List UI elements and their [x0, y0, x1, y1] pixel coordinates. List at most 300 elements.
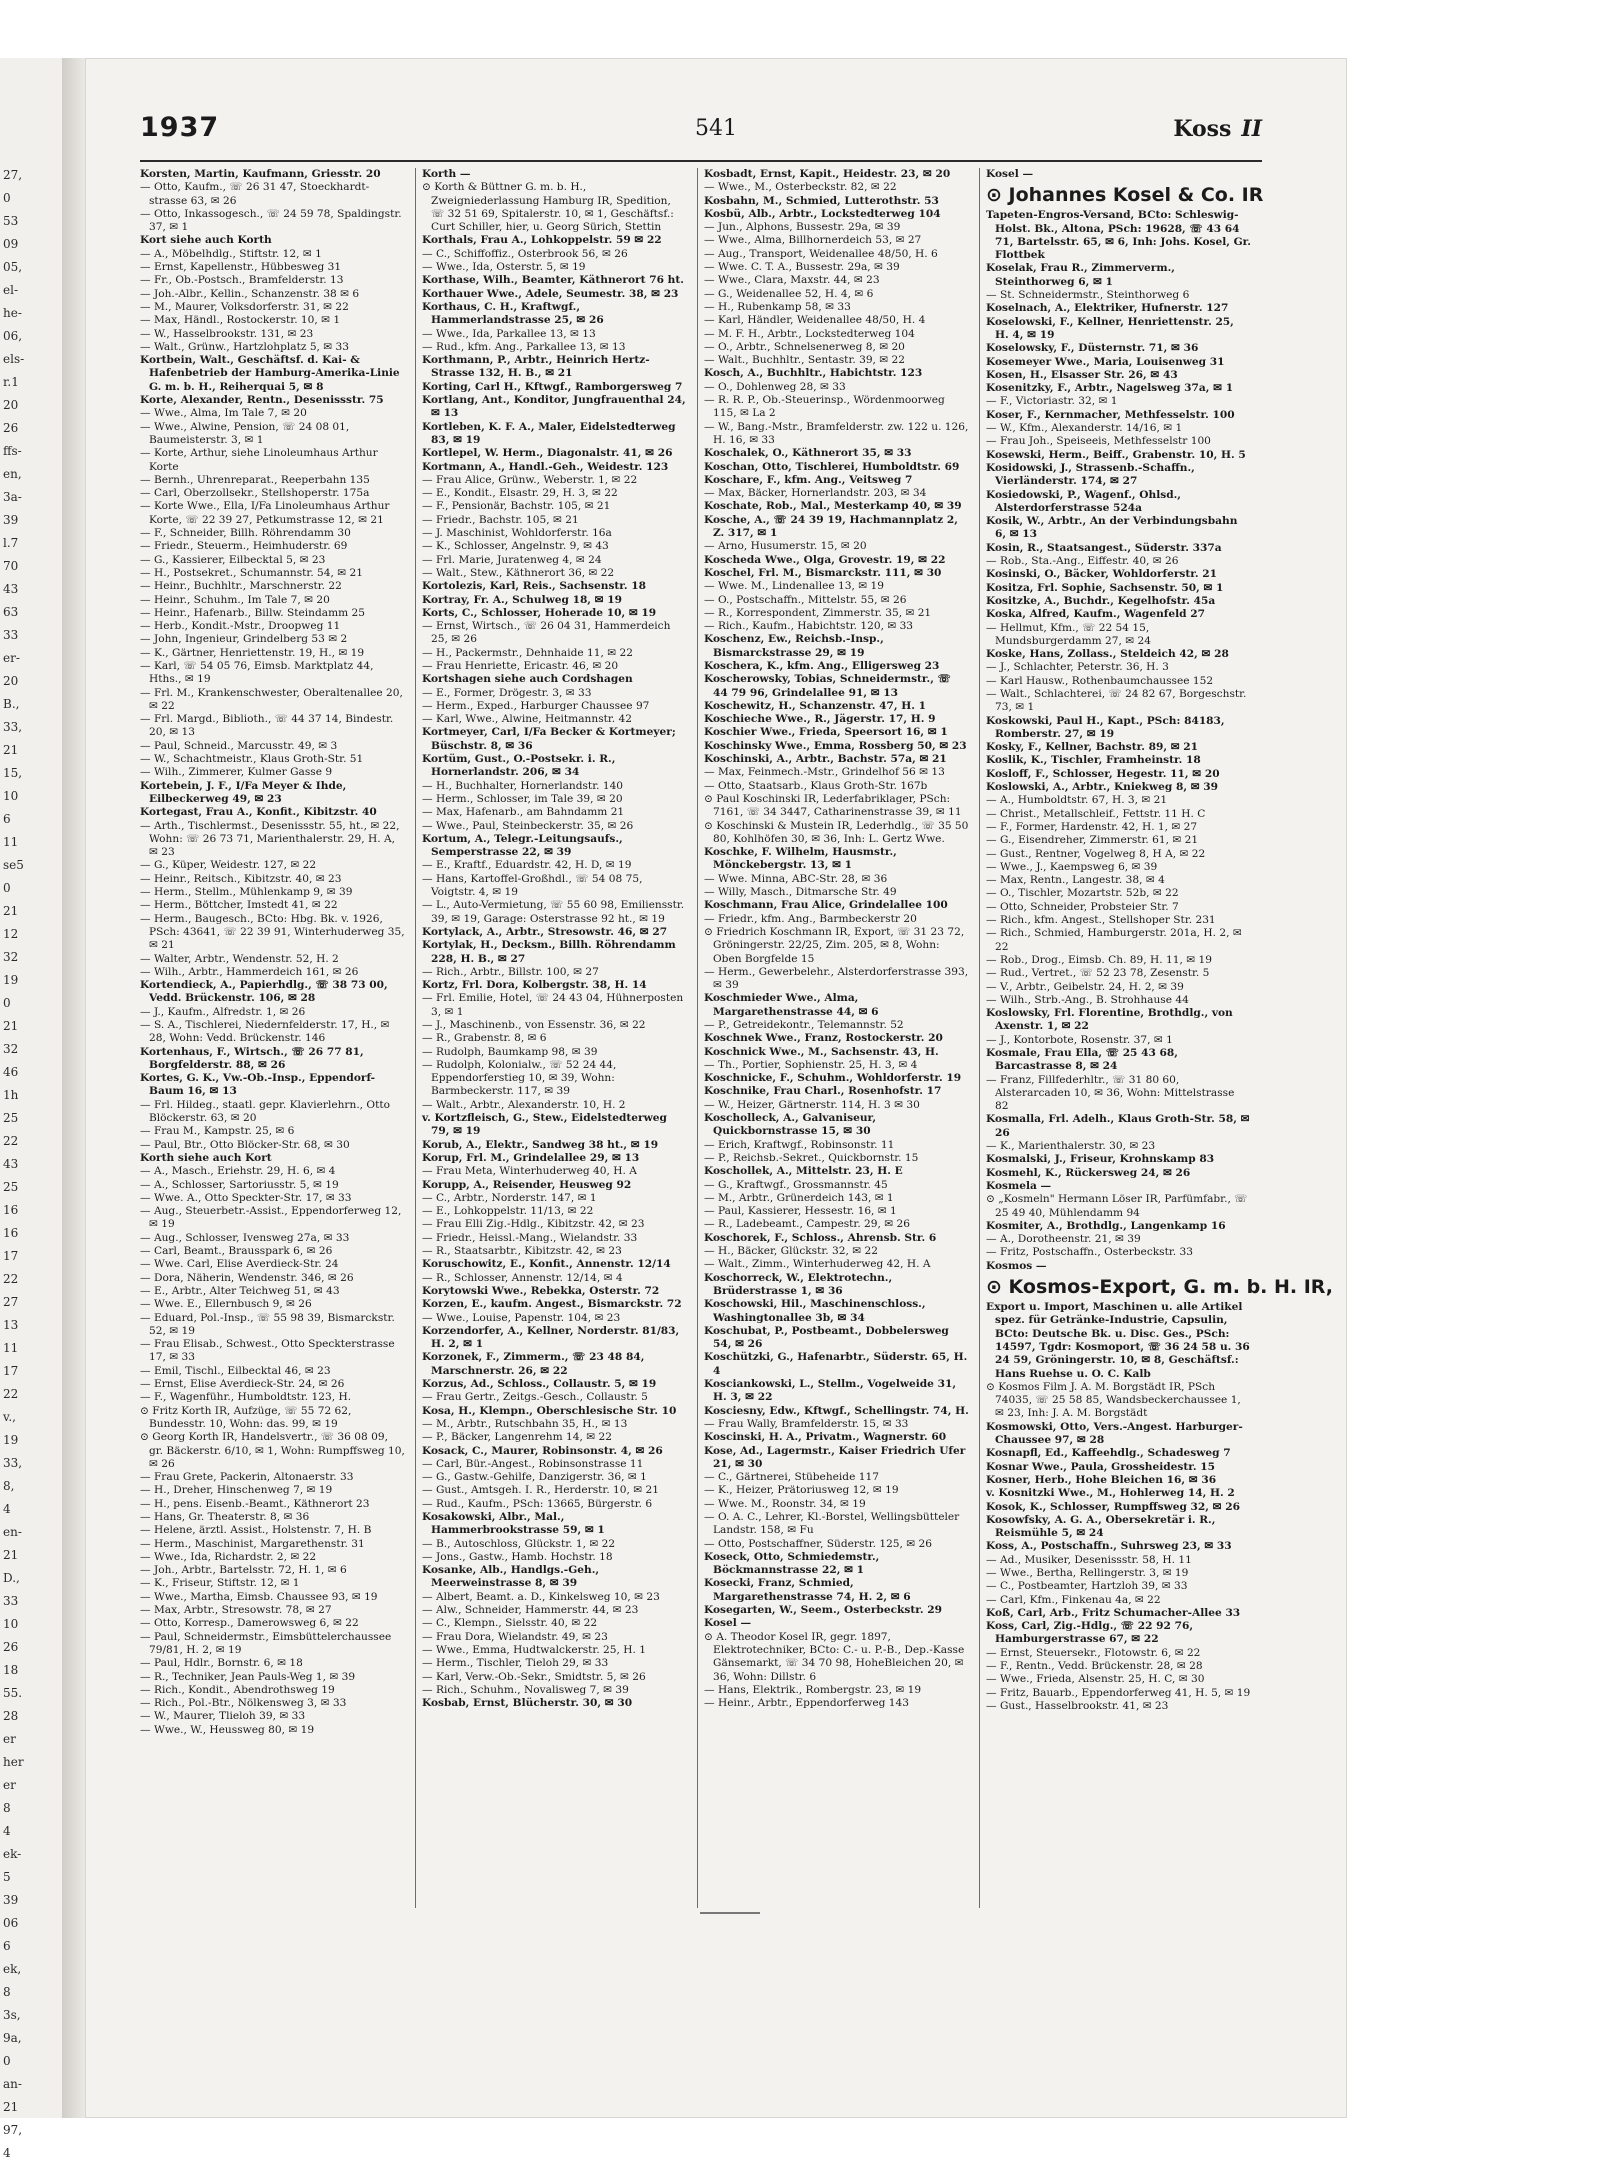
adjacent-page-fragment: 21: [3, 1548, 19, 1562]
adjacent-page-fragment: 97,: [3, 2123, 23, 2137]
directory-entry: Kosmowski, Otto, Vers.-Angest. Harburger-Chaussee 97, ✉ 28: [986, 1420, 1243, 1447]
directory-entry: Koske, Hans, Zollass., Steldeich 42, ✉ 28: [986, 648, 1229, 661]
directory-entry: — Walt., Grünw., Hartzlohplatz 5, ✉ 33: [140, 340, 350, 353]
adjacent-page-fragment: 17: [3, 1249, 19, 1263]
adjacent-page-fragment: ffs-: [3, 444, 22, 458]
directory-entry: — Paul, Btr., Otto Blöcker-Str. 68, ✉ 30: [140, 1138, 350, 1151]
directory-entry: Kosloff, F., Schlosser, Hegestr. 11, ✉ 20: [986, 767, 1220, 780]
directory-entry: — Helene, ärztl. Assist., Holstenstr. 7, H. B: [140, 1524, 372, 1537]
directory-entry: — Arno, Husumerstr. 15, ✉ 20: [704, 540, 867, 553]
adjacent-page-fragment: 19: [3, 1433, 19, 1447]
directory-entry: Kortbein, Walt., Geschäftsf. d. Kai- & Hafenbetrieb der Hamburg-Amerika-Linie G. m. b. H., Reiherquai 5, ✉ 8: [140, 354, 400, 393]
directory-entry: — Rud., kfm. Ang., Parkallee 13, ✉ 13: [422, 340, 626, 353]
directory-entry: — Rudolph, Baumkamp 98, ✉ 39: [422, 1045, 598, 1058]
adjacent-page-fragment: 6: [3, 812, 11, 826]
directory-entry: — W., Schachtmeistr., Klaus Groth-Str. 51: [140, 753, 364, 766]
directory-entry: — Alw., Schneider, Hammerstr. 44, ✉ 23: [422, 1604, 639, 1617]
directory-entry: — F., Pensionär, Bachstr. 105, ✉ 21: [422, 500, 611, 513]
directory-entry: ⊙ Paul Koschinski IR, Lederfabriklager, PSch: 7161, ☏ 34 3447, Catharinenstrasse 39, ✉ 11: [704, 792, 962, 819]
adjacent-page-fragment: 33: [3, 628, 19, 642]
adjacent-page-fragment: 4: [3, 1502, 11, 1516]
adjacent-page-fragment: 46: [3, 1065, 19, 1079]
directory-entry: — W., Hasselbrookstr. 131, ✉ 23: [140, 327, 314, 340]
directory-entry: — A., Schlosser, Sartoriusstr. 5, ✉ 19: [140, 1178, 339, 1191]
directory-entry: — Heinr., Schuhm., Im Tale 7, ✉ 20: [140, 593, 330, 606]
directory-entry: — Paul, Hdlr., Bornstr. 6, ✉ 18: [140, 1657, 303, 1670]
directory-entry: — Wwe. M., Lindenallee 13, ✉ 19: [704, 580, 884, 593]
directory-entry: — G., Weidenallee 52, H. 4, ✉ 6: [704, 287, 874, 300]
directory-entry: Koselak, Frau R., Zimmerverm., Steinthorweg 6, ✉ 1: [986, 262, 1175, 288]
directory-entry: — Heinr., Buchhltr., Marschnerstr. 22: [140, 580, 342, 593]
directory-entry: Kortum, A., Telegr.-Leitungsaufs., Semperstrasse 22, ✉ 39: [422, 832, 623, 859]
directory-entry: — Otto, Inkassogesch., ☏ 24 59 78, Spaldingstr. 37, ✉ 1: [140, 207, 402, 234]
directory-entry: — Frau Elli Zig.-Hdlg., Kibitzstr. 42, ✉ 23: [422, 1218, 645, 1231]
directory-entry: — P., Getreidekontr., Telemannstr. 52: [704, 1019, 904, 1031]
directory-entry: Kosmalski, J., Friseur, Krohnskamp 83: [986, 1153, 1215, 1166]
directory-entry: — Franz, Fillfederhltr., ☏ 31 80 60, Alsterarcaden 10, ✉ 36, Wohn: Mittelstrasse 82: [986, 1073, 1235, 1113]
directory-entry: — Aug., Transport, Weidenallee 48/50, H. 6: [704, 247, 938, 260]
directory-entry: Korting, Carl H., Kftwgf., Ramborgersweg 7: [422, 380, 683, 393]
adjacent-page-fragment: er-: [3, 651, 20, 665]
adjacent-page-fragment: 21: [3, 1019, 19, 1033]
directory-entry: Korth —: [422, 168, 471, 180]
directory-entry: — Wwe. Minna, ABC-Str. 28, ✉ 36: [704, 872, 888, 885]
directory-entry: Koschan, Otto, Tischlerei, Humboldtstr. 69: [704, 460, 960, 473]
directory-entry: Kosky, F., Kellner, Bachstr. 89, ✉ 21: [986, 741, 1199, 754]
directory-entry: — Wwe., Ida, Osterstr. 5, ✉ 19: [422, 261, 586, 274]
directory-entry: — Ernst, Steuersekr., Flotowstr. 6, ✉ 22: [986, 1646, 1201, 1659]
directory-entry: Korzen, E., kaufm. Angest., Bismarckstr. 72: [422, 1298, 682, 1311]
directory-entry: — Wwe., Paul, Steinbeckerstr. 35, ✉ 26: [422, 819, 634, 832]
directory-entry: — O., Arbtr., Schnelsenerweg 8, ✉ 20: [704, 340, 905, 353]
directory-entry: — Wwe., W., Heussweg 80, ✉ 19: [140, 1723, 315, 1736]
directory-entry: — Rich., Schuhm., Novalisweg 7, ✉ 39: [422, 1683, 629, 1696]
directory-entry: Koschalek, O., Käthnerort 35, ✉ 33: [704, 447, 912, 460]
book-gutter: [62, 58, 85, 2118]
directory-entry: Kosmalla, Frl. Adelh., Klaus Groth-Str. 58, ✉ 26: [986, 1113, 1250, 1139]
directory-entry: — Rich., Kaufm., Habichtstr. 120, ✉ 33: [704, 620, 914, 633]
adjacent-page-fragment: 25: [3, 1111, 19, 1125]
directory-entry: — Friedr., Steuerm., Heimhuderstr. 69: [140, 540, 348, 553]
directory-entry: — Bernh., Uhrenreparat., Reeperbahn 135: [140, 473, 370, 486]
adjacent-page-fragment: en-: [3, 1525, 22, 1539]
directory-entry: Kosbahn, M., Schmied, Lutterothstr. 53: [704, 194, 939, 207]
directory-entry: Koselnach, A., Elektriker, Hufnerstr. 127: [986, 302, 1229, 315]
directory-entry: — Fritz, Postschaffn., Osterbeckstr. 33: [986, 1246, 1193, 1259]
directory-entry: — Rich., kfm. Angest., Stellshoper Str. 231: [986, 914, 1216, 927]
adjacent-page-fragment: 12: [3, 927, 19, 941]
page-number: 541: [695, 116, 737, 141]
directory-entry: — Joh.-Albr., Kellin., Schanzenstr. 38 ✉ 6: [140, 287, 360, 300]
directory-entry: — E., Former, Drögestr. 3, ✉ 33: [422, 686, 592, 699]
adjacent-page-fragment: v.,: [3, 1410, 16, 1424]
directory-entry: — B., Autoschloss, Glückstr. 1, ✉ 22: [422, 1537, 616, 1550]
directory-entry: Kosik, W., Arbtr., An der Verbindungsbahn 6, ✉ 13: [986, 515, 1238, 541]
directory-entry: Kosel —: [704, 1617, 752, 1630]
directory-entry: Kosa, H., Klempn., Oberschlesische Str. 10: [422, 1404, 677, 1417]
directory-entry: — Wwe., Frieda, Alsenstr. 25, H. C, ✉ 30: [986, 1673, 1205, 1686]
adjacent-page-fragment: 70: [3, 559, 19, 573]
directory-entry: Koslowsky, Frl. Florentine, Brothdlg., von Axenstr. 1, ✉ 22: [986, 1007, 1233, 1033]
directory-entry: — Karl, Wwe., Alwine, Heitmannstr. 42: [422, 713, 632, 726]
directory-entry: Koschieche Wwe., R., Jägerstr. 17, H. 9: [704, 713, 936, 726]
directory-entry: — H., Postsekret., Schumannstr. 54, ✉ 21: [140, 566, 364, 579]
directory-entry: — Karl Hausw., Rothenbaumchaussee 152: [986, 674, 1214, 687]
directory-entry: Kortshagen siehe auch Cordshagen: [422, 673, 633, 686]
directory-entry: — F., Schneider, Billh. Röhrendamm 30: [140, 527, 351, 540]
directory-entry: — Korte, Arthur, siehe Linoleumhaus Arthur Korte: [140, 447, 378, 473]
adjacent-page-fragment: r.1: [3, 375, 19, 389]
directory-entry: — Wwe. E., Ellernbusch 9, ✉ 26: [140, 1298, 312, 1311]
column-1: [140, 168, 405, 1908]
running-head-name: Koss: [1173, 116, 1232, 142]
directory-entry: — Carl, Oberzollsekr., Stellshoperstr. 175a: [140, 487, 370, 500]
directory-entry: — Th., Portier, Sophienstr. 25, H. 3, ✉ 4: [704, 1058, 918, 1071]
adjacent-page-fragment: 43: [3, 582, 19, 596]
directory-entry: — Joh., Arbtr., Bartelsstr. 72, H. 1, ✉ 6: [140, 1564, 347, 1577]
directory-entry: — Heinr., Hafenarb., Billw. Steindamm 25: [140, 606, 366, 619]
directory-entry: — Ernst, Kapellenstr., Hübbesweg 31: [140, 261, 342, 274]
directory-entry: Kortebein, J. F., I/Fa Meyer & Ihde, Eilbeckerweg 49, ✉ 23: [140, 779, 347, 805]
directory-entry: — R., Korrespondent, Zimmerstr. 35, ✉ 21: [704, 606, 932, 619]
directory-entry: — J., Schlachter, Peterstr. 36, H. 3: [986, 661, 1169, 674]
directory-entry: — Rud., Vertret., ☏ 52 23 78, Zesenstr. 5: [986, 967, 1210, 980]
directory-entry: — F., Wagenführ., Humboldtstr. 123, H.: [140, 1391, 352, 1404]
adjacent-page-fragment: 22: [3, 1387, 19, 1401]
directory-entry: Kosnar Wwe., Paula, Grossheidestr. 15: [986, 1460, 1215, 1473]
directory-entry: — Dora, Näherin, Wendenstr. 346, ✉ 26: [140, 1271, 354, 1284]
directory-entry: — Rich., Pol.-Btr., Nölkensweg 3, ✉ 33: [140, 1697, 347, 1710]
directory-entry: — L., Auto-Vermietung, ☏ 55 60 98, Emiliensstr. 39, ✉ 19, Garage: Osterstrasse 92 ht., ✉ 19: [422, 899, 685, 925]
directory-entry: Kortylack, A., Arbtr., Stresowstr. 46, ✉ 27: [422, 925, 668, 938]
directory-entry: Koschorreck, W., Elektrotechn., Brüderstrasse 1, ✉ 36: [704, 1271, 893, 1297]
directory-entry: Kosmehl, K., Rückersweg 24, ✉ 26: [986, 1166, 1191, 1179]
adjacent-page-fragment: 55.: [3, 1686, 23, 1700]
directory-entry: — C., Schiffoffiz., Osterbrook 56, ✉ 26: [422, 247, 628, 260]
page-header: [140, 112, 1262, 152]
adjacent-page-fragment: 3s,: [3, 2008, 21, 2022]
directory-entry: Koschnick Wwe., M., Sachsenstr. 43, H.: [704, 1045, 939, 1058]
directory-entry: Koschinski, A., Arbtr., Bachstr. 57a, ✉ 21: [704, 753, 947, 766]
directory-entry: — Willy, Masch., Ditmarsche Str. 49: [704, 886, 897, 899]
directory-entry: — Otto, Postschaffner, Süderstr. 125, ✉ 26: [704, 1537, 933, 1550]
directory-entry: — Rob., Sta.-Ang., Eiffestr. 40, ✉ 26: [986, 555, 1179, 568]
directory-entry: — W., Kfm., Alexanderstr. 14/16, ✉ 1: [986, 422, 1183, 435]
adjacent-page-fragment: 06,: [3, 329, 23, 343]
directory-entry: — Walt., Buchhltr., Sentastr. 39, ✉ 22: [704, 354, 906, 367]
directory-entry: ⊙ „Kosmeln" Hermann Löser IR, Parfümfabr., ☏ 25 49 40, Mühlendamm 94: [986, 1193, 1248, 1219]
directory-entry: — M., Maurer, Volksdorferstr. 31, ✉ 22: [140, 300, 349, 313]
adjacent-page-fragment: 32: [3, 1042, 19, 1056]
directory-entry: — Walt., Schlachterei, ☏ 24 82 67, Borgeschstr. 73, ✉ 1: [986, 687, 1247, 714]
adjacent-page-fragment: 32: [3, 950, 19, 964]
directory-entry: Korzus, Ad., Schloss., Collaustr. 5, ✉ 19: [422, 1378, 657, 1391]
directory-entry: — J., Maschinenb., von Essenstr. 36, ✉ 22: [422, 1019, 646, 1031]
directory-entry: Koß, Carl, Arb., Fritz Schumacher-Allee 33: [986, 1606, 1241, 1619]
directory-entry: — Aug., Steuerbetr.-Assist., Eppendorferweg 12, ✉ 19: [140, 1205, 402, 1231]
adjacent-page-fragment: 27,: [3, 168, 23, 182]
directory-entry: — Frau Joh., Speiseeis, Methfesselstr 100: [986, 435, 1211, 448]
directory-entry: v. Kosnitzki Wwe., M., Hohlerweg 14, H. 2: [986, 1487, 1235, 1500]
directory-entry: Korthals, Frau A., Lohkoppelstr. 59 ✉ 22: [422, 234, 662, 247]
directory-entry: Korth siehe auch Kort: [140, 1151, 272, 1164]
directory-entry: — Frau M., Kampstr. 25, ✉ 6: [140, 1125, 295, 1138]
directory-entry: — Ernst, Wirtsch., ☏ 26 04 31, Hammerdeich 25, ✉ 26: [422, 620, 671, 646]
adjacent-page-fragment: 9a,: [3, 2031, 22, 2045]
directory-entry: — C., Gärtnerei, Stübeheide 117: [704, 1471, 879, 1484]
directory-entry: — H., Packermstr., Dehnhaide 11, ✉ 22: [422, 646, 633, 659]
directory-entry: — Herm., Maschinist, Margarethenstr. 31: [140, 1537, 365, 1550]
directory-entry: Kosin, R., Staatsangest., Süderstr. 337a: [986, 541, 1222, 554]
directory-entry: — Wwe., Clara, Maxstr. 44, ✉ 23: [704, 274, 880, 287]
directory-entry: — Frau Alice, Grünw., Weberstr. 1, ✉ 22: [422, 473, 638, 486]
adjacent-page-fragment: 20: [3, 674, 19, 688]
directory-entry: Koskowski, Paul H., Kapt., PSch: 84183, Romberstr. 27, ✉ 19: [986, 714, 1225, 740]
column-3: [704, 168, 969, 1908]
directory-entry: Kose, Ad., Lagermstr., Kaiser Friedrich Ufer 21, ✉ 30: [704, 1444, 966, 1470]
adjacent-page-fragment: 3a-: [3, 490, 22, 504]
directory-entry: Koscherowsky, Tobias, Schneidermstr., ☏ 44 79 96, Grindelallee 91, ✉ 13: [704, 673, 951, 699]
directory-entry: — Wwe. Carl, Elise Averdieck-Str. 24: [140, 1258, 339, 1271]
directory-entry: — Herm., Tischler, Tieloh 29, ✉ 33: [422, 1657, 609, 1670]
directory-entry: — Paul, Schneidermstr., Eimsbüttelerchaussee 79/81, H. 2, ✉ 19: [140, 1630, 392, 1656]
directory-entry: — Walt., Zimm., Winterhuderweg 42, H. A: [704, 1258, 931, 1271]
directory-entry: — Frau Dora, Wielandstr. 49, ✉ 23: [422, 1630, 608, 1643]
adjacent-page-fragment: 8,: [3, 1479, 15, 1493]
directory-entry: — M., Arbtr., Grünerdeich 143, ✉ 1: [704, 1191, 894, 1204]
directory-entry: Koschmieder Wwe., Alma, Margarethenstrasse 44, ✉ 6: [704, 992, 879, 1018]
directory-entry: — John, Ingenieur, Grindelberg 53 ✉ 2: [140, 633, 348, 646]
directory-entry: Kosciankowski, L., Stellm., Vogelweide 31, H. 3, ✉ 22: [704, 1378, 957, 1404]
directory-entry: — W., Maurer, Tlieloh 39, ✉ 33: [140, 1710, 306, 1723]
directory-entry: Kosel —: [986, 168, 1034, 180]
directory-entry: — Walter, Arbtr., Wendenstr. 52, H. 2: [140, 952, 339, 965]
directory-entry: Koscheda Wwe., Olga, Grovestr. 19, ✉ 22: [704, 553, 946, 566]
directory-entry: Kortenhaus, F., Wirtsch., ☏ 26 77 81, Borgfelderstr. 88, ✉ 26: [140, 1045, 364, 1071]
adjacent-page-fragment: 17: [3, 1364, 19, 1378]
directory-entry: Korthmann, P., Arbtr., Heinrich Hertz-Strasse 132, H. B., ✉ 21: [422, 354, 650, 380]
directory-entry: — O., Postschaffn., Mittelstr. 55, ✉ 26: [704, 593, 907, 606]
adjacent-page-fragment: B.,: [3, 697, 20, 711]
directory-entry: Kosenitzky, F., Arbtr., Nagelsweg 37a, ✉ 1: [986, 382, 1234, 395]
adjacent-page-fragment: er: [3, 1778, 16, 1792]
directory-entry: — F., Rentn., Vedd. Brückenstr. 28, ✉ 28: [986, 1660, 1203, 1673]
directory-entry: ⊙ A. Theodor Kosel IR, gegr. 1897, Elektrotechniker, BCto: C.- u. P.-B., Dep.-Kasse Gänsemarkt, ☏ 34 70 98, HoheBleichen 20, ✉ 36, Wohn: Dillstr. 6: [704, 1630, 965, 1683]
directory-entry: — G., Kraftwgf., Grossmannstr. 45: [704, 1178, 888, 1191]
directory-entry: — Wwe. M., Roonstr. 34, ✉ 19: [704, 1497, 866, 1510]
directory-entry: — Friedr., Bachstr. 105, ✉ 21: [422, 513, 579, 526]
adjacent-page-fragment: se5: [3, 858, 24, 872]
directory-entry: Kortlepel, W. Herm., Diagonalstr. 41, ✉ 26: [422, 447, 673, 460]
directory-entry: — K., Schlosser, Angelnstr. 9, ✉ 43: [422, 540, 609, 553]
directory-entry: — Walt., Stew., Käthnerort 36, ✉ 22: [422, 566, 615, 579]
directory-entry: — P., Bäcker, Langenrehm 14, ✉ 22: [422, 1431, 612, 1444]
directory-entry: — S. A., Tischlerei, Niedernfelderstr. 17, H., ✉ 28, Wohn: Vedd. Brückenstr. 146: [140, 1019, 390, 1045]
directory-entry: — Wwe., Alwine, Pension, ☏ 24 08 01, Baumeisterstr. 3, ✉ 1: [140, 420, 350, 446]
adjacent-page-fragment: 26: [3, 421, 19, 435]
directory-entry: Korts, C., Schlosser, Hoherade 10, ✉ 19: [422, 606, 657, 619]
directory-entry: — Max, Bäcker, Hornerlandstr. 203, ✉ 34: [704, 487, 927, 500]
header-rule: [140, 160, 1262, 162]
adjacent-page-fragment: 4: [3, 1824, 11, 1838]
directory-entry: Kosbadt, Ernst, Kapit., Heidestr. 23, ✉ 20: [704, 168, 951, 180]
adjacent-page-fragment: 0: [3, 2054, 11, 2068]
directory-entry: — Frau Meta, Winterhuderweg 40, H. A: [422, 1165, 637, 1178]
directory-entry: — Otto, Staatsarb., Klaus Groth-Str. 167b: [704, 779, 928, 792]
directory-entry: Kortes, G. K., Vw.-Ob.-Insp., Eppendorf-Baum 16, ✉ 13: [140, 1072, 376, 1098]
adjacent-page-fragment: 0: [3, 996, 11, 1010]
directory-entry: — Rob., Drog., Eimsb. Ch. 89, H. 11, ✉ 19: [986, 953, 1212, 966]
adjacent-page-fragment: 1h: [3, 1088, 19, 1102]
adjacent-page-fragment: 63: [3, 605, 19, 619]
directory-entry: — Wilh., Strb.-Ang., B. Strohhause 44: [986, 993, 1189, 1006]
directory-entry: Korytowski Wwe., Rebekka, Osterstr. 72: [422, 1284, 660, 1297]
directory-entry: Kosmos —: [986, 1259, 1047, 1272]
directory-entry: — Jun., Alphons, Bussestr. 29a, ✉ 39: [704, 221, 901, 234]
directory-entry: Koruschowitz, E., Konfit., Annenstr. 12/14: [422, 1258, 671, 1271]
directory-entry: — Korte Wwe., Ella, I/Fa Linoleumhaus Arthur Korte, ☏ 22 39 27, Petkumstrasse 12, ✉ 21: [140, 500, 390, 526]
directory-entry: Kosmela —: [986, 1179, 1052, 1192]
adjacent-page-fragment: 11: [3, 1341, 19, 1355]
directory-entry: — Paul, Kassierer, Hessestr. 16, ✉ 1: [704, 1205, 897, 1218]
directory-entry: Kortmeyer, Carl, I/Fa Becker & Kortmeyer; Büschstr. 8, ✉ 36: [422, 726, 676, 752]
adjacent-page-fragment: 11: [3, 835, 19, 849]
directory-entry: Koschke, F. Wilhelm, Hausmstr., Mönckebergstr. 13, ✉ 1: [704, 846, 897, 872]
directory-entry: — E., Kondit., Elsastr. 29, H. 3, ✉ 22: [422, 487, 618, 500]
directory-entry: — Hans, Elektrik., Rombergstr. 23, ✉ 19: [704, 1683, 922, 1696]
directory-entry: Kortegast, Frau A., Konfit., Kibitzstr. 40: [140, 806, 377, 819]
directory-entry: Koschate, Rob., Mal., Mesterkamp 40, ✉ 39: [704, 500, 962, 513]
directory-entry: — R., Techniker, Jean Pauls-Weg 1, ✉ 39: [140, 1670, 356, 1683]
directory-entry: Kortray, Fr. A., Schulweg 18, ✉ 19: [422, 593, 622, 606]
adjacent-page-fragment: 25: [3, 1180, 19, 1194]
column-4: [986, 168, 1334, 1908]
directory-entry: Korthase, Wilh., Beamter, Käthnerort 76 ht.: [422, 274, 684, 287]
directory-entry: — O. A. C., Lehrer, Kl.-Borstel, Wellingsbütteler Landstr. 158, ✉ Fu: [704, 1510, 960, 1537]
directory-entry: Koschera, K., kfm. Ang., Elligersweg 23: [704, 659, 940, 672]
directory-entry: — Hellmut, Kfm., ☏ 22 54 15, Mundsburgerdamm 27, ✉ 24: [986, 621, 1151, 647]
end-rule: [700, 1912, 760, 1914]
directory-entry: Koscinski, H. A., Privatm., Wagnerstr. 60: [704, 1431, 947, 1444]
directory-entry: — Wwe., Ida, Richardstr. 2, ✉ 22: [140, 1550, 317, 1563]
directory-entry: — Eduard, Pol.-Insp., ☏ 55 98 39, Bismarckstr. 52, ✉ 19: [140, 1311, 395, 1337]
directory-entry: — H., pens. Eisenb.-Beamt., Käthnerort 23: [140, 1497, 370, 1510]
directory-entry: Kosiedowski, P., Wagenf., Ohlsd., Alsterdorferstrasse 524a: [986, 488, 1181, 514]
adjacent-page-fragment: l.7: [3, 536, 19, 550]
directory-entry: Kosch, A., Buchhltr., Habichtstr. 123: [704, 367, 923, 380]
directory-entry: Koschorek, F., Schloss., Ahrensb. Str. 6: [704, 1231, 937, 1244]
directory-entry: — Heinr., Arbtr., Eppendorferweg 143: [704, 1697, 910, 1710]
directory-entry: Kositza, Frl. Sophie, Sachsenstr. 50, ✉ 1: [986, 581, 1224, 594]
adjacent-page-fragment: er: [3, 1732, 16, 1746]
adjacent-page-fragment: ek,: [3, 1962, 22, 1976]
directory-entry: — Frau Gertr., Zeitgs.-Gesch., Collaustr. 5: [422, 1391, 648, 1404]
adjacent-page-fragment: 15,: [3, 766, 23, 780]
adjacent-page-fragment: 22: [3, 1134, 19, 1148]
directory-entry: — Wilh., Zimmerer, Kulmer Gasse 9: [140, 766, 333, 779]
directory-entry: — Wwe., J., Kaempsweg 6, ✉ 39: [986, 860, 1158, 873]
directory-entry: Kosegarten, W., Seem., Osterbeckstr. 29: [704, 1604, 942, 1617]
directory-entry: — A., Masch., Eriehstr. 29, H. 6, ✉ 4: [140, 1165, 336, 1178]
directory-entry: Koschowski, Hil., Maschinenschloss., Washingtonallee 3b, ✉ 34: [704, 1298, 926, 1324]
directory-entry: — K., Gärtner, Henriettenstr. 19, H., ✉ 19: [140, 646, 365, 659]
directory-entry: — Hans, Kartoffel-Großhdl., ☏ 54 08 75, Voigtstr. 4, ✉ 19: [422, 872, 643, 899]
adjacent-page-fragment: 09: [3, 237, 19, 251]
directory-entry: — Karl, Verw.-Ob.-Sekr., Smidtstr. 5, ✉ 26: [422, 1670, 646, 1683]
directory-entry: — K., Marienthalerstr. 30, ✉ 23: [986, 1140, 1156, 1153]
adjacent-page-fragment: 33: [3, 1594, 19, 1608]
adjacent-page-fragment: 39: [3, 1893, 19, 1907]
directory-entry: — Fritz, Bauarb., Eppendorferweg 41, H. 5, ✉ 19: [986, 1686, 1251, 1699]
directory-entry: — Albert, Beamt. a. D., Kinkelsweg 10, ✉ 23: [422, 1590, 660, 1603]
adjacent-page-fragment: 0: [3, 881, 11, 895]
directory-entry: Kortolezis, Karl, Reis., Sachsenstr. 18: [422, 580, 647, 593]
adjacent-page-fragment: 06: [3, 1916, 19, 1930]
directory-entry: — Christ., Metallschleif., Fettstr. 11 H. C: [986, 807, 1206, 820]
directory-entry: — Frau Grete, Packerin, Altonaerstr. 33: [140, 1471, 354, 1484]
directory-entry: — Carl, Bür.-Angest., Robinsonstrasse 11: [422, 1457, 644, 1470]
directory-entry: Kosidowski, J., Strassenb.-Schaffn., Vierländerstr. 174, ✉ 27: [986, 461, 1195, 488]
directory-entry: — Aug., Schlosser, Ivensweg 27a, ✉ 33: [140, 1231, 350, 1244]
adjacent-page-fragment: 16: [3, 1226, 19, 1240]
adjacent-page-fragment: 33,: [3, 720, 23, 734]
directory-entry: Koska, Alfred, Kaufm., Wagenfeld 27: [986, 608, 1205, 621]
directory-entry: — O., Dohlenweg 28, ✉ 33: [704, 380, 846, 393]
directory-entry: — H., Buchhalter, Hornerlandstr. 140: [422, 779, 624, 792]
firm-advert-heading: ⊙ Kosmos-Export, G. m. b. H. IR,: [986, 1276, 1334, 1299]
directory-entry: Koseck, Otto, Schmiedemstr., Böckmannstrasse 22, ✉ 1: [704, 1550, 880, 1577]
directory-entry: — Frau Wally, Bramfelderstr. 15, ✉ 33: [704, 1417, 909, 1430]
adjacent-page-fragment: els-: [3, 352, 25, 366]
directory-entry: — Rich., Kondit., Abendrothsweg 19: [140, 1683, 335, 1696]
directory-entry: — R., Schlosser, Annenstr. 12/14, ✉ 4: [422, 1271, 623, 1284]
directory-entry: — Herm., Gewerbelehr., Alsterdorferstrasse 393, ✉ 39: [704, 965, 969, 992]
directory-entry: Korthaus, C. H., Kraftwgf., Hammerlandstrasse 25, ✉ 26: [422, 300, 604, 327]
directory-columns: [140, 168, 1334, 1908]
adjacent-page-fragment: 22: [3, 1272, 19, 1286]
directory-entry: — R., Staatsarbtr., Kibitzstr. 42, ✉ 23: [422, 1245, 622, 1258]
firm-advert-heading: ⊙ Johannes Kosel & Co. IR: [986, 184, 1264, 207]
directory-entry: Koschollek, A., Mittelstr. 23, H. E: [704, 1165, 903, 1178]
directory-entry: Korzendorfer, A., Kellner, Norderstr. 81/83, H. 2, ✉ 1: [422, 1324, 680, 1351]
directory-entry: Kortleben, K. F. A., Maler, Eidelstedterweg 83, ✉ 19: [422, 420, 676, 446]
directory-entry: — Carl, Beamt., Brausspark 6, ✉ 26: [140, 1245, 333, 1258]
directory-entry: — M., Arbtr., Rutschbahn 35, H., ✉ 13: [422, 1417, 628, 1430]
adjacent-page-fragment: 16: [3, 1203, 19, 1217]
directory-entry: Koss, Carl, Zig.-Hdlg., ☏ 22 92 76, Hamburgerstrasse 67, ✉ 22: [986, 1620, 1194, 1646]
directory-entry: — Gust., Hasselbrookstr. 41, ✉ 23: [986, 1699, 1169, 1712]
directory-entry: — W., Bang.-Mstr., Bramfelderstr. zw. 122 u. 126, H. 16, ✉ 33: [704, 420, 969, 446]
adjacent-page-fragment: el-: [3, 283, 18, 297]
directory-entry: — E., Arbtr., Alter Teichweg 51, ✉ 43: [140, 1284, 340, 1297]
directory-entry: — Herm., Baugesch., BCto: Hbg. Bk. v. 1926, PSch: 43641, ☏ 22 39 91, Winterhuderweg 35, ✉ 21: [140, 912, 405, 952]
running-head-section: II: [1241, 116, 1262, 142]
directory-entry: — Otto, Korresp., Damerowsweg 6, ✉ 22: [140, 1617, 359, 1630]
adjacent-page-fragment: 26: [3, 1640, 19, 1654]
directory-entry: Koschmann, Frau Alice, Grindelallee 100: [704, 899, 948, 912]
column-2: [422, 168, 687, 1908]
directory-entry: — Erich, Kraftwgf., Robinsonstr. 11: [704, 1138, 895, 1151]
directory-entry: Kosen, H., Elsasser Str. 26, ✉ 43: [986, 368, 1178, 381]
directory-entry: — J., Kontorbote, Rosenstr. 37, ✉ 1: [986, 1033, 1173, 1046]
running-head: [1173, 116, 1262, 142]
directory-entry: — Wilh., Arbtr., Hammerdeich 161, ✉ 26: [140, 965, 359, 978]
directory-entry: — Wwe., M., Osterbeckstr. 82, ✉ 22: [704, 181, 897, 194]
directory-entry: Kosewski, Herm., Beiff., Grabenstr. 10, H. 5: [986, 448, 1246, 461]
directory-entry: — G., Kassierer, Eilbecktal 5, ✉ 23: [140, 553, 326, 566]
directory-entry: Kosanke, Alb., Handlgs.-Geh., Meerweinstrasse 8, ✉ 39: [422, 1564, 600, 1590]
directory-entry: — Max, Feinmech.-Mstr., Grindelhof 56 ✉ 13: [704, 766, 945, 779]
